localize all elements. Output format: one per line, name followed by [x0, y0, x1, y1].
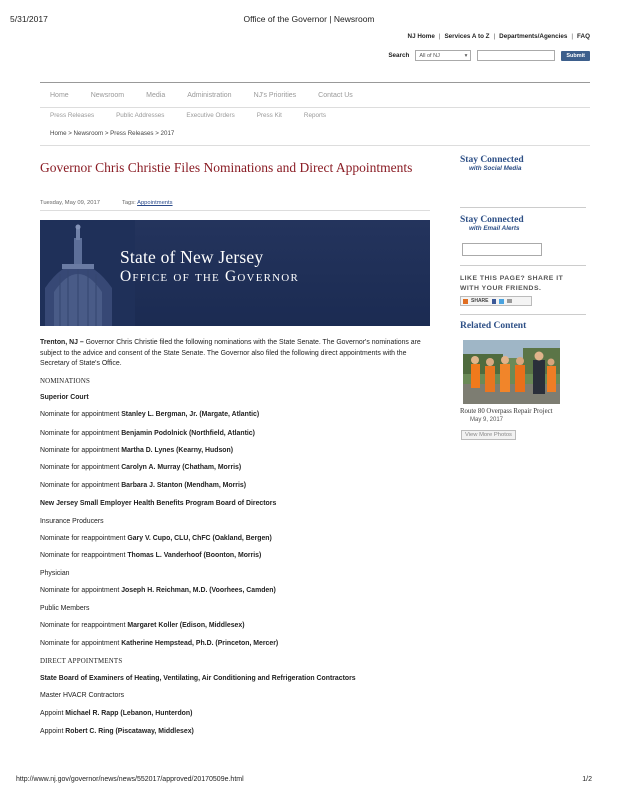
divider	[460, 207, 586, 208]
stay-connected-social[interactable]	[460, 155, 588, 172]
related-caption[interactable]: Route 80 Overpass Repair Project	[460, 408, 553, 415]
twitter-icon	[499, 299, 504, 304]
share-prompt: LIKE THIS PAGE? SHARE IT WITH YOUR FRIENDS.	[460, 275, 564, 292]
utility-separator: |	[438, 33, 441, 40]
nominations-heading: NOMINATIONS	[40, 378, 91, 385]
email-input[interactable]	[462, 243, 542, 256]
nav-media[interactable]: Media	[146, 91, 166, 99]
divider	[40, 145, 590, 146]
article-intro	[40, 338, 430, 370]
list-item: Nominate for appointment Martha D. Lynes (Kearny, Hudson)	[40, 447, 233, 454]
services-a-to-z-link[interactable]: Services A to Z	[444, 33, 490, 40]
stay-connected-title: Stay Connected	[460, 155, 524, 165]
list-item: Nominate for appointment Katherine Hempstead, Ph.D. (Princeton, Mercer)	[40, 640, 279, 647]
intro-text: Governor Chris Christie filed the following nominations with the State Senate. The Governor's nominations are subject to the advice and consent of the State Senate. The Governor also filed the following direct appointments with the Secretary of State's Office.	[40, 339, 421, 367]
tags-label: Tags:	[121, 200, 136, 206]
related-photo[interactable]	[463, 340, 560, 404]
search-label: Search	[388, 52, 410, 59]
court-heading: Superior Court	[40, 394, 89, 401]
subnav-executive-orders[interactable]: Executive Orders	[186, 112, 235, 119]
print-page-title: Office of the Governor | Newsroom	[243, 14, 375, 24]
facebook-icon	[492, 299, 496, 304]
search-submit-button[interactable]: Submit	[561, 51, 590, 61]
list-item: Nominate for appointment Carolyn A. Murray (Chatham, Morris)	[40, 464, 242, 471]
utility-separator: |	[493, 33, 496, 40]
page-title: Governor Chris Christie Files Nominations and Direct Appointments	[40, 160, 413, 175]
departments-agencies-link[interactable]: Departments/Agencies	[499, 33, 568, 40]
nav-administration[interactable]: Administration	[187, 91, 232, 99]
category-label: Physician	[40, 570, 70, 577]
subnav-public-addresses[interactable]: Public Addresses	[116, 112, 165, 119]
sub-nav	[50, 112, 348, 119]
list-item: Nominate for reappointment Margaret Koller (Edison, Middlesex)	[40, 622, 245, 629]
nav-home[interactable]: Home	[50, 91, 69, 99]
nav-contact-us[interactable]: Contact Us	[318, 91, 353, 99]
list-item: Nominate for reappointment Gary V. Cupo, CLU, ChFC (Oakland, Bergen)	[40, 535, 272, 542]
category-label: Insurance Producers	[40, 518, 104, 525]
stay-connected-subtitle: with Email Alerts	[469, 225, 520, 232]
search-bar	[388, 50, 590, 61]
banner-office-title: Office of the Governor	[120, 268, 299, 285]
view-more-photos-button[interactable]: View More Photos	[461, 430, 516, 440]
nav-nj-priorities[interactable]: NJ's Priorities	[253, 91, 297, 99]
list-item: Appoint Michael R. Rapp (Lebanon, Hunterdon)	[40, 710, 193, 717]
search-scope-select[interactable]	[415, 50, 471, 61]
email-icon	[507, 299, 512, 303]
search-scope-value: All of NJ	[419, 52, 440, 59]
print-date: 5/31/2017	[10, 14, 48, 24]
nav-newsroom[interactable]: Newsroom	[90, 91, 125, 99]
nj-home-link[interactable]: NJ Home	[407, 33, 435, 40]
chevron-down-icon: ▾	[464, 52, 468, 59]
subnav-press-kit[interactable]: Press Kit	[256, 112, 282, 119]
utility-separator: |	[571, 33, 574, 40]
utility-links	[408, 33, 590, 40]
faq-link[interactable]: FAQ	[577, 33, 590, 40]
tag-link[interactable]: Appointments	[137, 200, 173, 206]
article-date: Tuesday, May 09, 2017	[40, 200, 100, 206]
list-item: Nominate for appointment Joseph H. Reichman, M.D. (Voorhees, Camden)	[40, 587, 276, 594]
share-label: SHARE	[471, 298, 489, 304]
office-banner	[40, 220, 430, 326]
divider	[40, 210, 430, 211]
divider	[460, 265, 586, 266]
subnav-reports[interactable]: Reports	[303, 112, 326, 119]
hvac-board-heading: State Board of Examiners of Heating, Ventilating, Air Conditioning and Refrigeration Contractors	[40, 675, 356, 682]
main-nav	[40, 82, 590, 108]
divider	[460, 314, 586, 315]
direct-appointments-heading: DIRECT APPOINTMENTS	[40, 658, 123, 665]
related-date: May 9, 2017	[470, 417, 504, 423]
search-input[interactable]	[477, 50, 555, 61]
category-label: Master HVACR Contractors	[40, 692, 125, 699]
related-content-title: Related Content	[460, 321, 527, 331]
article-meta	[40, 200, 173, 206]
category-label: Public Members	[40, 605, 90, 612]
board-heading: New Jersey Small Employer Health Benefits Program Board of Directors	[40, 500, 277, 507]
subnav-press-releases[interactable]: Press Releases	[50, 112, 95, 119]
print-page-number: 1/2	[582, 776, 592, 783]
stay-connected-subtitle: with Social Media	[469, 165, 522, 172]
share-icon	[463, 299, 468, 304]
print-url: http://www.nj.gov/governor/news/news/552017/approved/20170509e.html	[16, 776, 244, 783]
print-header	[0, 14, 618, 28]
list-item: Nominate for appointment Barbara J. Stanton (Mendham, Morris)	[40, 482, 247, 489]
list-item: Nominate for reappointment Thomas L. Vanderhoof (Boonton, Morris)	[40, 552, 262, 559]
stay-connected-title: Stay Connected	[460, 215, 524, 225]
banner-state-title: State of New Jersey	[120, 247, 264, 267]
article-tags	[122, 200, 173, 206]
list-item: Nominate for appointment Stanley L. Bergman, Jr. (Margate, Atlantic)	[40, 411, 260, 418]
breadcrumb[interactable]: Home > Newsroom > Press Releases > 2017	[50, 130, 175, 137]
list-item: Appoint Robert C. Ring (Piscataway, Middlesex)	[40, 728, 194, 735]
stay-connected-email[interactable]	[460, 215, 588, 232]
share-button[interactable]	[460, 296, 532, 306]
dateline: Trenton, NJ –	[40, 339, 84, 346]
list-item: Nominate for appointment Benjamin Podolnick (Northfield, Atlantic)	[40, 430, 255, 437]
